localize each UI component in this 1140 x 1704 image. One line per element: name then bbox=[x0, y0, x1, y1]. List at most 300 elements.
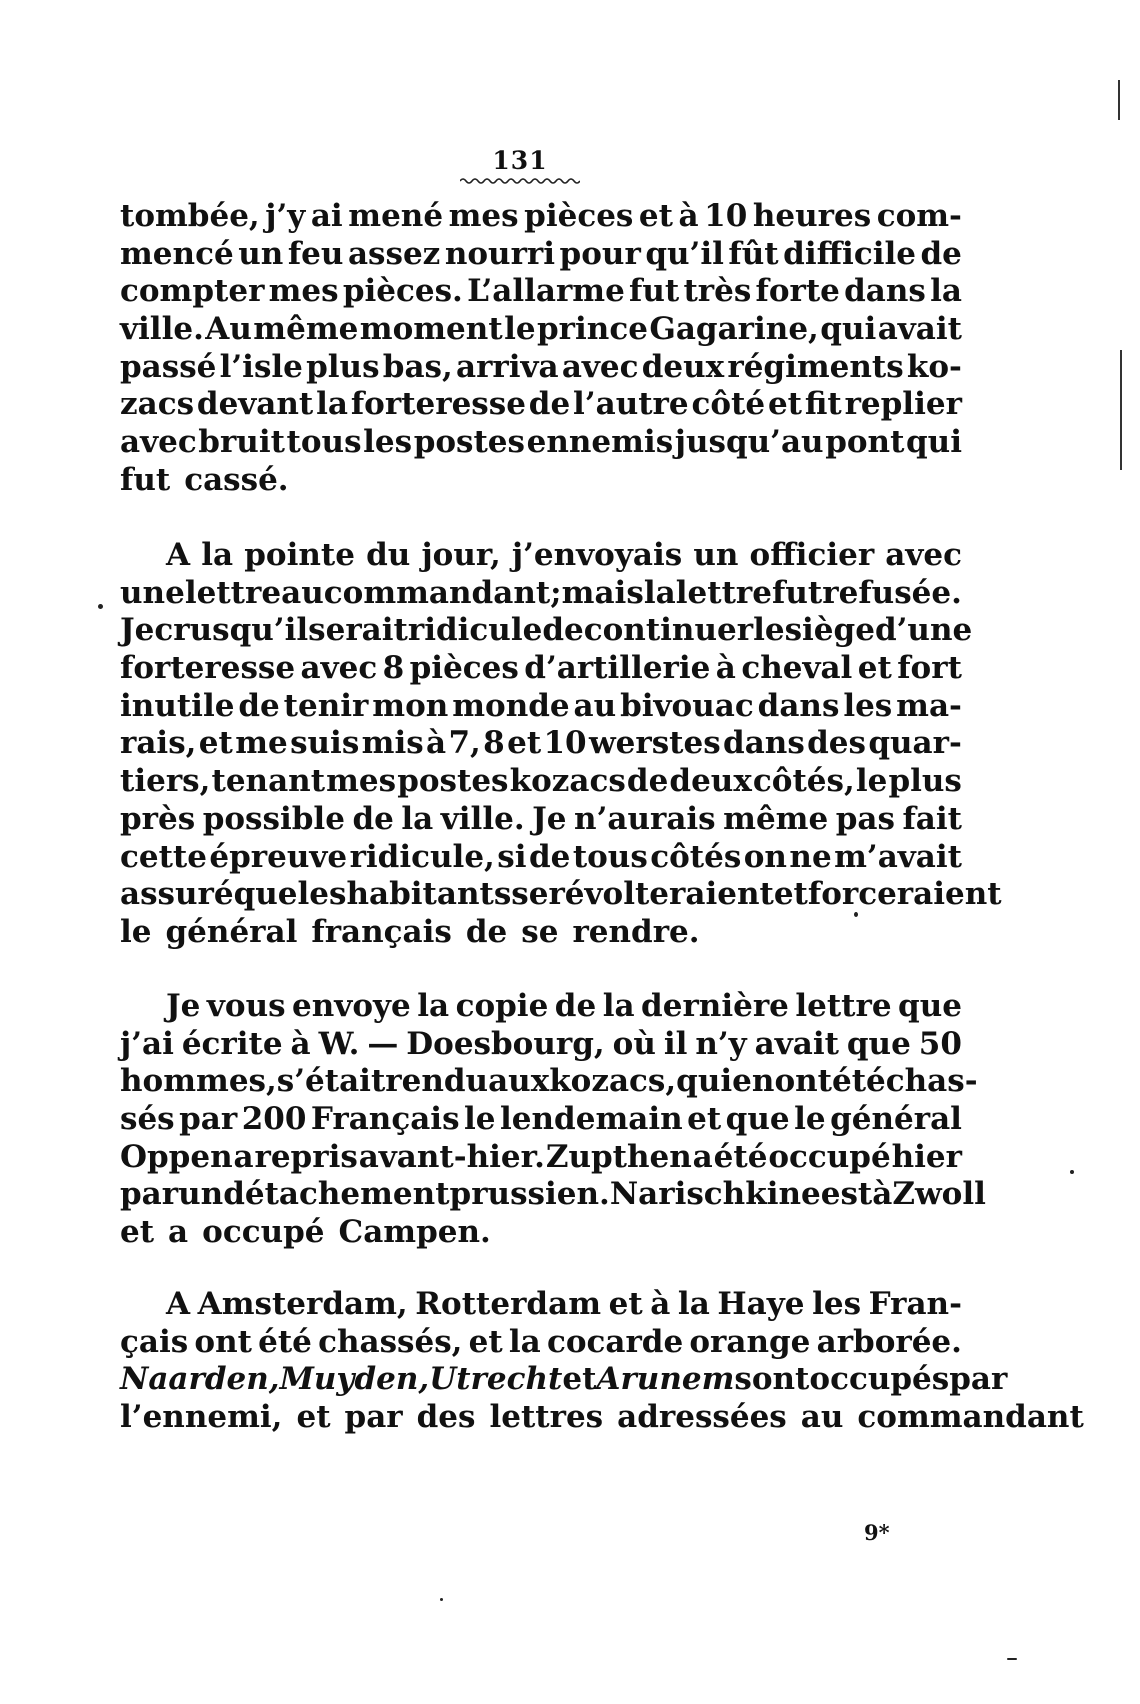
word: a bbox=[233, 1138, 254, 1175]
word: même bbox=[253, 311, 359, 348]
word: le bbox=[753, 612, 785, 649]
word: d’une bbox=[874, 612, 973, 649]
word: à bbox=[650, 1286, 671, 1322]
word: arriva bbox=[455, 348, 559, 385]
word: inutile bbox=[120, 687, 235, 724]
word: prussien. bbox=[449, 1176, 610, 1213]
text-line bbox=[120, 988, 962, 1026]
word: lettre bbox=[184, 574, 282, 611]
word: mes bbox=[268, 273, 339, 310]
word: cette bbox=[120, 838, 207, 875]
word: les bbox=[297, 876, 347, 913]
word: à bbox=[678, 198, 699, 234]
word: Amsterdam, bbox=[197, 1286, 408, 1322]
word: et bbox=[773, 876, 808, 913]
word: occupé bbox=[768, 1138, 891, 1175]
word: la bbox=[930, 273, 962, 310]
word: repris bbox=[254, 1138, 358, 1175]
word: copie bbox=[455, 988, 549, 1024]
word: fut bbox=[120, 461, 171, 498]
text-line bbox=[120, 1026, 962, 1064]
word: dans bbox=[844, 273, 926, 310]
word: été bbox=[713, 1138, 768, 1175]
word: W. bbox=[318, 1025, 360, 1062]
word: que bbox=[233, 876, 298, 913]
word: même bbox=[723, 800, 829, 837]
word: de bbox=[465, 913, 508, 950]
word: 8 bbox=[382, 650, 405, 687]
word: l’isle bbox=[219, 348, 303, 385]
word: une bbox=[120, 574, 185, 611]
word: cheval bbox=[741, 650, 853, 687]
word: 200 bbox=[241, 1101, 307, 1138]
word: dans bbox=[757, 687, 840, 724]
word: lettre bbox=[675, 574, 772, 611]
word: fort bbox=[897, 650, 962, 687]
word: lettre bbox=[795, 988, 892, 1024]
word: la bbox=[677, 1286, 710, 1322]
word: pas bbox=[835, 800, 895, 837]
page-number: 131 bbox=[492, 146, 548, 175]
word: occupés bbox=[809, 1361, 950, 1398]
word: fût bbox=[728, 235, 779, 272]
word: pièces bbox=[524, 198, 634, 234]
signature-mark: 9* bbox=[864, 1520, 890, 1545]
word: lendemain bbox=[500, 1101, 683, 1138]
word: continuer bbox=[583, 612, 754, 649]
word: qui bbox=[820, 311, 877, 348]
word: mes bbox=[448, 198, 519, 234]
word: de bbox=[528, 386, 571, 423]
word: et bbox=[608, 1286, 643, 1322]
text-line bbox=[120, 386, 962, 424]
word: a bbox=[168, 1214, 189, 1251]
word: hommes, bbox=[120, 1063, 277, 1100]
text-line bbox=[120, 273, 962, 311]
word: du bbox=[366, 537, 411, 573]
word: ennemis bbox=[526, 424, 674, 461]
word: avec bbox=[561, 348, 639, 385]
word: occupé bbox=[202, 1214, 325, 1251]
word: heures bbox=[752, 198, 872, 234]
word: un bbox=[693, 537, 739, 573]
word: la bbox=[643, 574, 676, 611]
word: Je bbox=[166, 988, 201, 1024]
word: avec bbox=[300, 650, 378, 687]
word: ma- bbox=[896, 687, 962, 724]
word: en bbox=[732, 1063, 775, 1100]
word: mais bbox=[561, 574, 644, 611]
text-line bbox=[120, 1139, 962, 1177]
word: un bbox=[238, 235, 284, 272]
word: tenir bbox=[283, 687, 369, 724]
word: kozacs bbox=[509, 763, 626, 800]
word: pointe bbox=[244, 537, 355, 573]
word: et bbox=[687, 1101, 722, 1138]
word: se bbox=[521, 913, 559, 950]
word: moment bbox=[359, 311, 503, 348]
word: aux bbox=[488, 1063, 550, 1100]
text-line bbox=[120, 1399, 1084, 1437]
word: plus bbox=[888, 763, 962, 800]
word: général bbox=[830, 1101, 962, 1138]
word: çais bbox=[120, 1323, 189, 1360]
word: pour bbox=[559, 235, 641, 272]
word: de bbox=[920, 235, 962, 272]
word: m’avait bbox=[834, 838, 962, 875]
text-line bbox=[120, 1361, 1008, 1399]
word: replier bbox=[844, 386, 962, 423]
word: Arunem bbox=[596, 1361, 735, 1398]
text-line bbox=[120, 198, 962, 236]
word: Naarden, bbox=[120, 1361, 280, 1398]
word: Doesbourg, bbox=[406, 1025, 605, 1062]
word: la bbox=[401, 800, 434, 837]
text-line bbox=[120, 725, 962, 763]
word: rais, bbox=[120, 725, 197, 762]
paragraph-4 bbox=[120, 1286, 1084, 1437]
word: commandant; bbox=[323, 574, 562, 611]
word: d’artillerie bbox=[524, 650, 711, 687]
word: l’ennemi, bbox=[120, 1399, 283, 1436]
word: côtés bbox=[650, 838, 742, 875]
word: envoye bbox=[292, 988, 411, 1024]
text-line bbox=[120, 801, 962, 839]
scan-speck bbox=[1007, 1658, 1017, 1660]
word: postes bbox=[397, 763, 509, 800]
word: par bbox=[120, 1176, 179, 1213]
word: zacs bbox=[120, 386, 195, 423]
word: 50 bbox=[918, 1025, 962, 1062]
paragraph-3 bbox=[120, 988, 986, 1252]
word: postes bbox=[413, 424, 525, 461]
word: compter bbox=[120, 273, 265, 310]
text-line bbox=[120, 876, 1002, 914]
word: on bbox=[743, 838, 787, 875]
text-line bbox=[120, 311, 962, 349]
scan-speck bbox=[98, 604, 103, 609]
word: les bbox=[843, 687, 893, 724]
word: qui bbox=[906, 424, 962, 461]
word: vous bbox=[206, 988, 286, 1024]
word: régiments bbox=[727, 348, 904, 385]
word: la bbox=[417, 988, 450, 1024]
word: et bbox=[120, 1214, 155, 1251]
word: tous bbox=[286, 424, 362, 461]
word: refusée. bbox=[822, 574, 962, 611]
word: passé bbox=[120, 348, 217, 385]
word: la bbox=[508, 1323, 541, 1360]
word: la bbox=[602, 988, 635, 1024]
word: est bbox=[820, 1176, 873, 1213]
word: com- bbox=[876, 198, 962, 234]
word: tous bbox=[572, 838, 648, 875]
word: possible bbox=[202, 800, 345, 837]
word: ont bbox=[194, 1323, 252, 1360]
word: pièces. bbox=[342, 273, 463, 310]
word: écrite bbox=[181, 1025, 283, 1062]
text-line bbox=[120, 349, 962, 387]
word: Campen. bbox=[338, 1214, 491, 1251]
word: suis bbox=[290, 725, 360, 762]
word: a bbox=[692, 1138, 713, 1175]
word: prince bbox=[537, 311, 648, 348]
word: un bbox=[178, 1176, 224, 1213]
word: les bbox=[812, 1286, 862, 1322]
word: serait bbox=[308, 612, 408, 649]
word: n’y bbox=[695, 1025, 747, 1062]
word: Zupthen bbox=[545, 1138, 692, 1175]
word: qui bbox=[676, 1063, 733, 1100]
word: que bbox=[898, 988, 962, 1024]
word: forte bbox=[755, 273, 840, 310]
word: près bbox=[120, 800, 196, 837]
word: et bbox=[468, 1323, 503, 1360]
word: habitants bbox=[346, 876, 512, 913]
word: Haye bbox=[717, 1286, 805, 1322]
word: Oppen bbox=[120, 1138, 233, 1175]
word: ville. bbox=[440, 800, 525, 837]
word: deux bbox=[669, 763, 752, 800]
word: Je bbox=[532, 800, 567, 837]
word: tiers, bbox=[120, 763, 211, 800]
word: à bbox=[715, 650, 736, 687]
word: français bbox=[311, 913, 452, 950]
word: la bbox=[316, 386, 348, 423]
text-line bbox=[120, 424, 962, 462]
text-line bbox=[120, 462, 962, 500]
word: n’aurais bbox=[574, 800, 716, 837]
word: et bbox=[857, 650, 892, 687]
word: pièces bbox=[409, 650, 519, 687]
word: sés bbox=[120, 1101, 175, 1138]
word: au bbox=[800, 1399, 844, 1436]
word: que bbox=[846, 1025, 911, 1062]
word: Fran- bbox=[868, 1286, 962, 1322]
text-line bbox=[120, 537, 962, 575]
word: L’allarme bbox=[467, 273, 625, 310]
text-line bbox=[120, 575, 962, 613]
decorative-wavy-rule bbox=[460, 176, 580, 186]
word: A bbox=[166, 537, 191, 573]
scan-speck bbox=[854, 912, 858, 917]
word: ko- bbox=[906, 348, 962, 385]
word: très bbox=[683, 273, 752, 310]
word: A bbox=[166, 1286, 191, 1322]
word: j’y bbox=[265, 198, 306, 234]
text-line bbox=[120, 1063, 978, 1101]
word: ont bbox=[774, 1063, 832, 1100]
word: au bbox=[281, 574, 324, 611]
word: avant-hier. bbox=[358, 1138, 545, 1175]
word: j’ai bbox=[120, 1025, 174, 1062]
word: l’autre bbox=[573, 386, 689, 423]
word: ai bbox=[310, 198, 343, 234]
word: Narischkine bbox=[609, 1176, 821, 1213]
word: me bbox=[235, 725, 288, 762]
word: côtés, bbox=[752, 763, 855, 800]
word: été bbox=[258, 1323, 312, 1360]
word: tenant bbox=[211, 763, 326, 800]
word: 8 bbox=[483, 725, 505, 762]
word: avec bbox=[120, 424, 197, 461]
word: avec bbox=[885, 537, 962, 573]
word: par bbox=[949, 1361, 1008, 1398]
word: forteresse bbox=[120, 650, 296, 687]
text-line bbox=[120, 688, 962, 726]
word: Zwoll bbox=[892, 1176, 986, 1213]
word: — bbox=[367, 1025, 399, 1062]
word: les bbox=[363, 424, 413, 461]
word: feu bbox=[287, 235, 344, 272]
word: j’envoyais bbox=[511, 537, 683, 573]
word: et bbox=[638, 198, 673, 234]
word: par bbox=[344, 1399, 403, 1436]
word: la bbox=[201, 537, 234, 573]
word: ridicule, bbox=[349, 838, 495, 875]
word: de bbox=[554, 988, 597, 1024]
text-line bbox=[120, 650, 962, 688]
word: mencé bbox=[120, 235, 234, 272]
word: avait bbox=[754, 1025, 839, 1062]
word: assez bbox=[347, 235, 441, 272]
word: le bbox=[120, 913, 152, 950]
word: monde bbox=[452, 687, 570, 724]
word: quar- bbox=[868, 725, 962, 762]
text-line bbox=[120, 1176, 986, 1214]
word: se bbox=[511, 876, 549, 913]
word: côté bbox=[691, 386, 766, 423]
word: Muyden, bbox=[279, 1361, 430, 1398]
word: général bbox=[165, 913, 298, 950]
word: Français bbox=[310, 1101, 460, 1138]
paragraph-2 bbox=[120, 537, 1002, 952]
word: nourri bbox=[444, 235, 556, 272]
word: des bbox=[416, 1399, 476, 1436]
word: qu’il bbox=[229, 612, 309, 649]
word: fit bbox=[804, 386, 842, 423]
word: 10 bbox=[704, 198, 748, 234]
word: de bbox=[352, 800, 394, 837]
word: de bbox=[542, 612, 584, 649]
word: plus bbox=[306, 348, 380, 385]
word: Gagarine, bbox=[649, 311, 819, 348]
word: bruit bbox=[198, 424, 285, 461]
word: et bbox=[562, 1361, 597, 1398]
word: sont bbox=[734, 1361, 810, 1398]
word: ne bbox=[789, 838, 832, 875]
word: rendre. bbox=[572, 913, 700, 950]
word: lettres bbox=[489, 1399, 604, 1436]
word: rendu bbox=[385, 1063, 489, 1100]
word: et bbox=[296, 1399, 331, 1436]
word: arborée. bbox=[816, 1323, 962, 1360]
word: ville. bbox=[120, 311, 204, 348]
text-line bbox=[120, 839, 962, 877]
word: à bbox=[290, 1025, 311, 1062]
word: hier bbox=[891, 1138, 962, 1175]
word: à bbox=[872, 1176, 893, 1213]
text-line bbox=[120, 1324, 962, 1362]
word: mené bbox=[348, 198, 444, 234]
word: s’était bbox=[276, 1063, 386, 1100]
word: siège bbox=[784, 612, 875, 649]
word: crus bbox=[154, 612, 230, 649]
word: cassé. bbox=[184, 461, 289, 498]
word: forteresse bbox=[350, 386, 526, 423]
word: 10 bbox=[543, 725, 587, 762]
word: le bbox=[855, 763, 888, 800]
text-line bbox=[120, 1101, 962, 1139]
text-line bbox=[120, 1214, 962, 1252]
word: fut bbox=[772, 574, 823, 611]
word: qu’il bbox=[645, 235, 724, 272]
word: le bbox=[504, 311, 536, 348]
word: il bbox=[663, 1025, 688, 1062]
scan-edge-line bbox=[1118, 80, 1120, 120]
word: commandant bbox=[857, 1399, 1084, 1436]
word: adressées bbox=[617, 1399, 787, 1436]
word: Je bbox=[120, 612, 155, 649]
text-line bbox=[120, 236, 962, 274]
word: tombée, bbox=[120, 198, 260, 234]
scan-speck bbox=[1070, 1170, 1074, 1174]
word: jour, bbox=[421, 537, 501, 573]
word: mon bbox=[372, 687, 449, 724]
word: orange bbox=[689, 1323, 811, 1360]
word: fait bbox=[902, 800, 962, 837]
word: werstes bbox=[588, 725, 721, 762]
word: que bbox=[725, 1101, 790, 1138]
word: chas- bbox=[885, 1063, 978, 1100]
word: dernière bbox=[641, 988, 789, 1024]
word: où bbox=[612, 1025, 656, 1062]
word: pont bbox=[825, 424, 905, 461]
scan-edge-line bbox=[1120, 350, 1122, 470]
word: fut bbox=[629, 273, 680, 310]
text-line bbox=[120, 1286, 962, 1324]
paragraph-1 bbox=[120, 198, 962, 500]
word: le bbox=[794, 1101, 826, 1138]
word: kozacs, bbox=[549, 1063, 677, 1100]
word: le bbox=[464, 1101, 496, 1138]
word: de bbox=[528, 838, 571, 875]
word: dans bbox=[723, 725, 805, 762]
word: assuré bbox=[120, 876, 234, 913]
word: ridicule bbox=[407, 612, 543, 649]
word: révolteraient bbox=[548, 876, 774, 913]
word: détachement bbox=[223, 1176, 450, 1213]
word: été bbox=[831, 1063, 886, 1100]
word: forceraient bbox=[807, 876, 1002, 913]
word: si bbox=[497, 838, 527, 875]
text-line bbox=[120, 612, 973, 650]
word: bas, bbox=[382, 348, 453, 385]
text-line bbox=[120, 914, 962, 952]
word: et bbox=[507, 725, 542, 762]
word: avait bbox=[877, 311, 962, 348]
word: et bbox=[198, 725, 233, 762]
word: mis bbox=[361, 725, 424, 762]
word: Utrecht bbox=[429, 1361, 563, 1398]
word: des bbox=[807, 725, 866, 762]
word: difficile bbox=[783, 235, 916, 272]
text-line bbox=[120, 763, 962, 801]
word: au bbox=[573, 687, 617, 724]
word: de bbox=[626, 763, 669, 800]
word: Rotterdam bbox=[415, 1286, 601, 1322]
word: mes bbox=[326, 763, 397, 800]
